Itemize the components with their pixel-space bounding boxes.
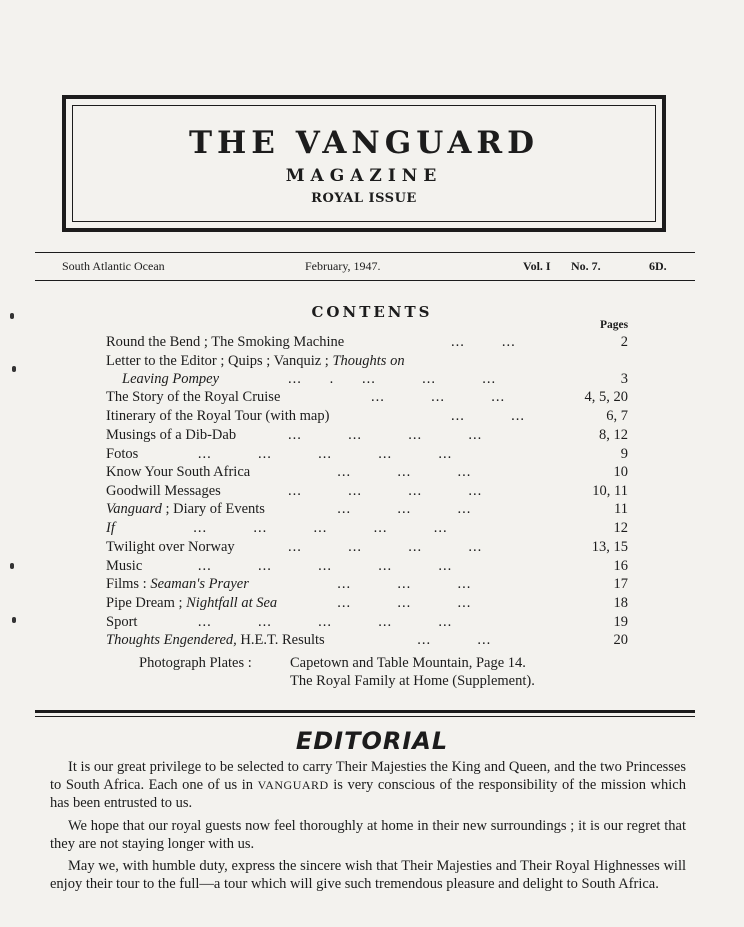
punch-mark xyxy=(10,313,14,319)
editorial-paragraph-2: We hope that our royal guests now feel thoroughly at home in their new surroundings ; it is our regret that they are not staying longer with us. xyxy=(50,818,686,852)
toc-item: Goodwill Messages ... ... ... ... 10, 11 xyxy=(106,483,628,499)
issue-label: ROYAL ISSUE xyxy=(311,191,417,206)
info-top-rule xyxy=(35,252,695,253)
volume-text: Vol. I xyxy=(523,259,551,273)
punch-mark xyxy=(12,366,16,372)
toc-item: Pipe Dream ; Nightfall at Sea ... ... ... 18 xyxy=(106,595,628,611)
toc-item: Sport ... ... ... ... ... 19 xyxy=(106,614,628,630)
toc-item: Musings of a Dib-Dab ... ... ... ... 8, 12 xyxy=(106,427,628,443)
editorial-paragraph-1: It is our great privilege to be selected to carry Their Majesties the King and Queen, and the two Princesses to South Africa. Each one of us in VANGUARD is very conscious of the responsibility of the mission which has been entrusted to us. xyxy=(50,759,686,811)
toc-item: Twilight over Norway ... ... ... ... 13, 15 xyxy=(106,539,628,555)
pages-column-heading: Pages xyxy=(600,319,629,331)
number-text: No. 7. xyxy=(571,259,601,273)
info-bottom-rule xyxy=(35,280,695,281)
plates-label: Photograph Plates : xyxy=(139,655,252,671)
toc-item: Films : Seaman's Prayer ... ... ... 17 xyxy=(106,576,628,592)
editorial-heading: EDITORIAL xyxy=(295,727,449,755)
toc-item: Vanguard ; Diary of Events ... ... ... 11 xyxy=(106,501,628,517)
magazine-subtitle: MAGAZINE xyxy=(285,166,443,186)
editorial-thin-rule xyxy=(35,716,695,717)
plate-one: Capetown and Table Mountain, Page 14. xyxy=(290,655,526,671)
plate-two: The Royal Family at Home (Supplement). xyxy=(290,673,535,689)
toc-item: Music ... ... ... ... ... 16 xyxy=(106,558,628,574)
punch-mark xyxy=(12,617,16,623)
toc-item: Thoughts Engendered, H.E.T. Results ... ... 20 xyxy=(106,632,628,648)
price-text: 6D. xyxy=(649,259,667,273)
contents-heading: CONTENTS xyxy=(311,303,433,321)
magazine-title: THE VANGUARD xyxy=(188,125,540,161)
editorial-thick-rule xyxy=(35,710,695,713)
toc-item: Leaving Pompey ... . ... ... ... 3 xyxy=(122,371,628,387)
toc-item: The Story of the Royal Cruise ... ... ... 4, 5, 20 xyxy=(106,389,628,405)
toc-item: Fotos ... ... ... ... ... 9 xyxy=(106,446,628,462)
masthead-box xyxy=(62,95,666,232)
punch-mark xyxy=(10,563,14,569)
editorial-paragraph-3: May we, with humble duty, express the sincere wish that Their Majesties and Their Royal Highnesses will enjoy their tour to the full—a tour which will give such tremendous pleasure and delight to South Africa. xyxy=(50,858,686,892)
toc-item: Know Your South Africa ... ... ... 10 xyxy=(106,464,628,480)
toc-item: Itinerary of the Royal Tour (with map) ... ... 6, 7 xyxy=(106,408,628,424)
toc-item: Round the Bend ; The Smoking Machine ... ... 2 xyxy=(106,334,628,350)
location-text: South Atlantic Ocean xyxy=(62,259,165,273)
toc-item: If ... ... ... ... ... 12 xyxy=(106,520,628,536)
toc-item: Letter to the Editor ; Quips ; Vanquiz ; Thoughts on xyxy=(106,353,405,369)
date-text: February, 1947. xyxy=(305,259,381,273)
